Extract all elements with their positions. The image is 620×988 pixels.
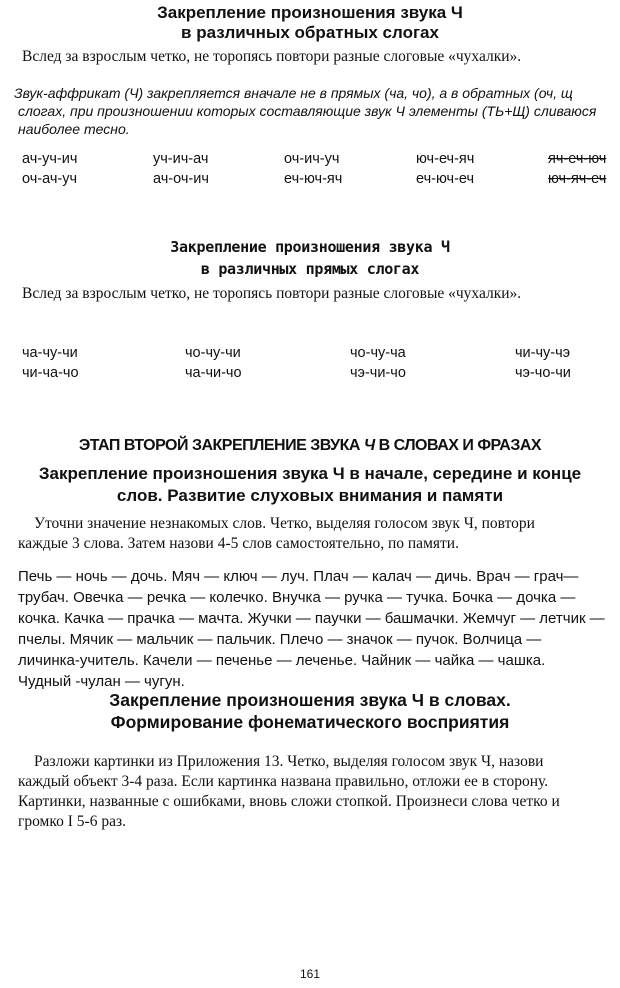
syllable-cell: чэ-чи-чо bbox=[350, 365, 406, 381]
syllable-cell-struck: юч-яч-еч bbox=[548, 171, 607, 187]
section4-instruction-line: Разложи картинки из Приложения 13. Четко, выделяя голосом звук Ч, назови bbox=[34, 753, 544, 770]
page-number: 161 bbox=[299, 967, 321, 981]
section3-instruction-line1: Уточни значение незнакомых слов. Четко, выделяя голосом звук Ч, повтори bbox=[34, 515, 535, 532]
section1-note-line1: Звук-аффрикат (Ч) закрепляется вначале не в прямых (ча, чо), а в обратных (оч, щ bbox=[14, 85, 573, 101]
section4-title-line2: Формирование фонематического восприятия bbox=[110, 712, 510, 732]
syllable-cell: чи-чу-чэ bbox=[515, 345, 571, 361]
section1-note-line3: наиболее тесно. bbox=[18, 121, 130, 137]
syllable-cell: еч-юч-яч bbox=[284, 171, 343, 187]
section2-title-line1: Закрепление произношения звука Ч bbox=[170, 238, 450, 256]
word-line: личинка-учитель. Качели — печенье — леченье. Чайник — чайка — чашка. bbox=[18, 652, 546, 669]
stage-heading bbox=[0, 436, 620, 456]
section3-title-line2: слов. Развитие слуховых внимания и памяти bbox=[116, 486, 504, 505]
syllable-cell: оч-ич-уч bbox=[284, 151, 340, 167]
section4-instruction-line: каждый объект 3-4 раза. Если картинка названа правильно, отложи ее в сторону. bbox=[18, 773, 549, 790]
section4-title-line1: Закрепление произношения звука Ч в словах. bbox=[109, 690, 511, 710]
syllable-cell: еч-юч-еч bbox=[416, 171, 475, 187]
syllable-cell: уч-ич-ач bbox=[153, 151, 209, 167]
syllable-cell: юч-еч-яч bbox=[416, 151, 475, 167]
stage-heading-ch: Ч bbox=[363, 437, 375, 454]
section1-title-line2: в различных обратных слогах bbox=[181, 23, 439, 42]
syllable-cell: чо-чу-чи bbox=[185, 345, 241, 361]
section4-instruction-line: громко I 5-6 раз. bbox=[18, 813, 126, 830]
word-line: трубач. Овечка — речка — колечко. Внучка — ручка — тучка. Бочка — дочка — bbox=[18, 589, 576, 606]
stage-heading-post: В СЛОВАХ И ФРАЗАХ bbox=[374, 437, 542, 454]
syllable-cell: ча-чу-чи bbox=[22, 345, 78, 361]
section1-title-line1: Закрепление произношения звука Ч bbox=[157, 3, 463, 22]
section2-instruction: Вслед за взрослым четко, не торопясь повтори разные слоговые «чухалки». bbox=[22, 285, 522, 302]
syllable-cell: ач-уч-ич bbox=[22, 151, 78, 167]
word-line: Печь — ночь — дочь. Мяч — ключ — луч. Плач — калач — дичь. Врач — грач— bbox=[18, 568, 579, 585]
section3-title-line1: Закрепление произношения звука Ч в начале, середине и конце bbox=[38, 464, 582, 483]
syllable-cell: чи-ча-чо bbox=[22, 365, 79, 381]
section1-instruction: Вслед за взрослым четко, не торопясь повтори разные слоговые «чухалки». bbox=[22, 48, 522, 65]
word-line: пчелы. Мячик — мальчик — пальчик. Плечо — значок — пучок. Волчица — bbox=[18, 631, 542, 648]
word-line: Чудный -чулан — чугун. bbox=[18, 673, 185, 690]
section1-note-line2: слогах, при произношении которых составляющие звук Ч элементы (ТЬ+Щ) сливаюся bbox=[18, 103, 597, 119]
syllable-cell: оч-ач-уч bbox=[22, 171, 78, 187]
syllable-cell-struck: яч-еч-юч bbox=[548, 151, 607, 167]
syllable-cell: чэ-чо-чи bbox=[515, 365, 571, 381]
section4-instruction-line: Картинки, названные с ошибками, вновь сложи стопкой. Произнеси слова четко и bbox=[18, 793, 560, 810]
word-line: кочка. Качка — прачка — мачта. Жучки — паучки — башмачки. Жемчуг — летчик — bbox=[18, 610, 605, 627]
syllable-cell: чо-чу-ча bbox=[350, 345, 406, 361]
stage-heading-pre: ЭТАП ВТОРОЙ ЗАКРЕПЛЕНИЕ ЗВУКА bbox=[78, 437, 364, 454]
syllable-cell: ач-оч-ич bbox=[153, 171, 209, 187]
syllable-cell: ча-чи-чо bbox=[185, 365, 242, 381]
section3-instruction-line2: каждые 3 слова. Затем назови 4-5 слов самостоятельно, по памяти. bbox=[18, 535, 459, 552]
section2-title-line2: в различных прямых слогах bbox=[200, 260, 420, 278]
